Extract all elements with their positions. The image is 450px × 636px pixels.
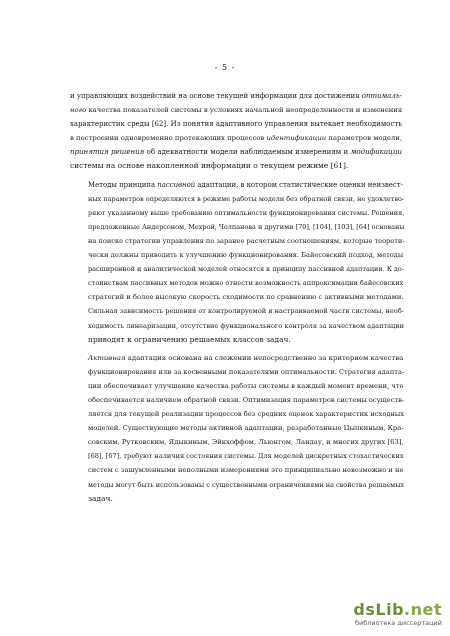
page-number: - 5 - <box>214 63 236 72</box>
text-line <box>70 220 405 234</box>
emphasized-term: идентификации <box>266 134 327 143</box>
text-line <box>70 117 402 131</box>
text-segment: моделей. Существующие методы активной адаптации, разработанные Цыпкиным, Кра- <box>88 424 404 433</box>
text-segment: приводят к ограничению решаемых классов задач. <box>88 334 291 344</box>
text-line <box>70 234 405 248</box>
text-segment: систем с зашумленными неполными измерениями это принципиально невозможно и не <box>88 466 404 475</box>
text-line <box>70 379 402 393</box>
paragraph <box>70 89 402 174</box>
text-segment: Сильная зависимость решения от контролируемой и настраиваемой части системы, необ- <box>88 307 404 316</box>
text-segment: функционирования или за косвенными показателями оптимальности. Стратегия адапта- <box>88 367 405 376</box>
text-line <box>70 89 402 103</box>
text-segment: системы на основе накопленной информации о текущем режиме [61]. <box>70 161 349 171</box>
text-segment: качества показателей системы в условиях начальной неопределенности и изменения <box>86 106 403 115</box>
watermark-logo-domain: .net <box>404 600 442 619</box>
text-line <box>70 304 402 318</box>
text-line <box>70 145 402 159</box>
text-segment: об адекватности модели наблюдаемым измерениям и <box>144 147 351 157</box>
text-line <box>70 131 402 145</box>
text-segment: совским, Рутковским, Ядыкиным, Эйкхоффом, Льюнгом, Ландау, и многих других [63], <box>88 438 404 447</box>
text-segment: параметров модели, <box>326 134 402 143</box>
watermark-logo-name: dsLib <box>353 600 405 619</box>
text-line <box>70 178 402 192</box>
text-line <box>70 159 402 173</box>
text-line <box>70 319 405 333</box>
text-line <box>70 206 405 220</box>
watermark-caption: библиотека диссертаций <box>355 619 442 627</box>
text-segment: ряют указанному выше требованию оптимальности функционирования системы. Решения, <box>88 208 405 217</box>
text-segment: ляется для текущей реализации процессов без средних оценок характеристик исходных <box>88 410 405 419</box>
text-segment: Методы принципа <box>88 180 158 189</box>
text-segment: характеристик среды [62]. Из понятия адаптивного управления вытекает необходимость <box>70 120 402 129</box>
text-line <box>70 103 402 117</box>
text-segment: предложенные Андерсоном, Мехрой, Челпанова и другими [70], [104], [103], [64] основаны <box>88 222 405 231</box>
text-line <box>70 492 402 506</box>
watermark[interactable] <box>322 600 442 630</box>
emphasized-term: ного <box>70 106 87 115</box>
text-segment: в построении одновременно протекающих процессов <box>70 134 267 143</box>
text-line <box>70 407 405 421</box>
text-line <box>70 449 402 463</box>
paragraph <box>70 351 405 506</box>
text-line <box>70 351 402 365</box>
text-segment: расширенной и аналитической моделей относятся к принципу пассивной адаптации. К до- <box>88 265 405 274</box>
text-line <box>70 248 402 262</box>
text-line <box>70 365 405 379</box>
emphasized-term: модификации <box>350 147 402 157</box>
watermark-logo[interactable] <box>353 600 442 619</box>
emphasized-term: пассивной <box>157 180 196 189</box>
text-line <box>70 478 405 492</box>
text-segment: адаптации, в котором статистические оценки неизвест- <box>195 180 403 189</box>
text-segment: ходимость линеаризации, отсутствие функционального контроля за качеством адаптации <box>88 321 405 330</box>
emphasized-term: оптималь- <box>361 92 402 100</box>
text-segment: стратегий и более высокую скорость сходимости по сравнению с активными методами. <box>88 293 404 302</box>
emphasized-term: принятия решения <box>70 147 145 157</box>
text-line <box>70 463 402 477</box>
text-line <box>70 276 402 290</box>
text-line <box>70 435 402 449</box>
text-line <box>70 393 405 407</box>
text-segment: обеспечивается наличием обратной связи. Оптимизация параметров системы осуществ- <box>88 395 405 404</box>
text-line <box>70 333 402 347</box>
text-segment: и управляющих воздействий на основе текущей информации для достижения <box>70 92 362 100</box>
text-segment: ции обеспечивает улучшение качества работы системы в каждый момент времени, что <box>88 381 404 390</box>
text-line <box>70 421 402 435</box>
text-line <box>70 262 405 276</box>
text-segment: задач. <box>88 493 113 503</box>
emphasized-term: Активная <box>88 353 126 362</box>
text-segment: адаптация основана на слежении непосредственно за критерием качества <box>125 353 404 362</box>
text-segment: методы могут быть использованы с существенными ограничениями на свойства решаемых <box>88 480 405 489</box>
text-segment: чески должны приводить к улучшению функционирования. Байесовский подход, методы <box>88 251 404 260</box>
text-line <box>70 290 402 304</box>
text-line <box>70 192 405 206</box>
paragraph <box>70 178 405 347</box>
text-segment: ных параметров определяются в режиме работы модели без обратной связи, не удовлетво- <box>88 194 405 203</box>
text-segment: на поиске стратегии управления по заранее расчетным соотношениям, которые теорети- <box>88 236 405 245</box>
document-body <box>70 89 405 506</box>
text-segment: стоинствам пассивных методов можно отнести возможность аппроксимации байесовских <box>88 279 404 288</box>
text-segment: [68], [67], требуют наличия состояния системы. Для моделей дискретных стохастических <box>88 452 404 461</box>
